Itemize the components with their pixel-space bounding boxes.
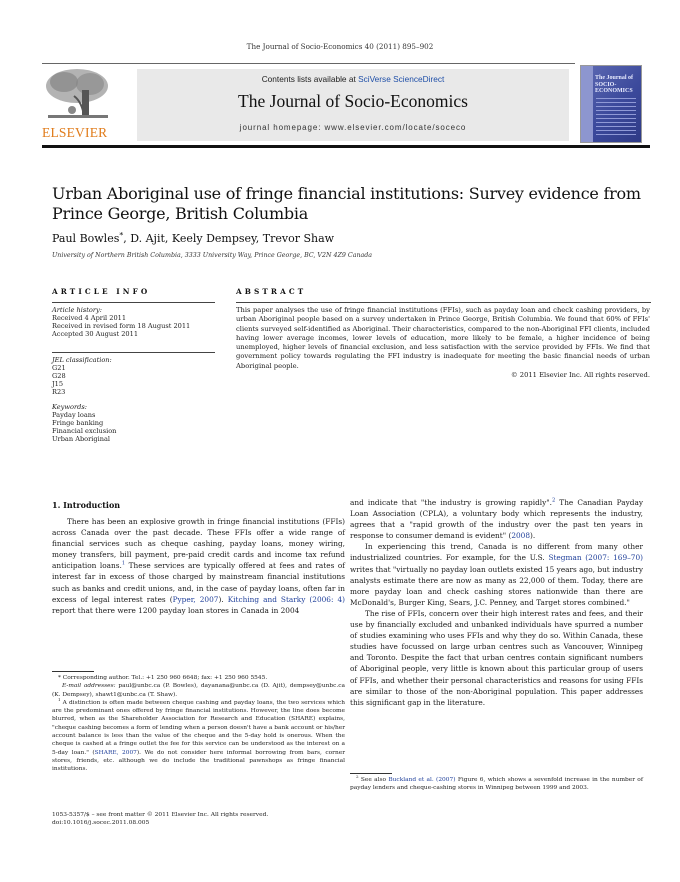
article-info-heading: ARTICLE INFO (52, 287, 151, 296)
jel-code: J15 (52, 380, 64, 389)
text: ). We do not consider here informal borrowing from bars, corner stores, friends, etc. although we do include the traditional pawnshops as fringe financial institutions. (52, 749, 345, 773)
keywords-label: Keywords: (52, 403, 87, 411)
footnote-2 (350, 776, 643, 793)
cover-lines (596, 98, 636, 138)
footnotes-right (350, 776, 643, 793)
homepage-prefix: journal homepage: (239, 123, 325, 132)
text: These services are typically offered at fees and rates of interest far in excess of those charged by mainstream financial institutions such as banks and credit unions, and, in the case of payday loans, often far in excess of legal interest rates ( (52, 561, 345, 604)
paragraph (52, 516, 345, 616)
text: The Canadian Payday Loan Association (CPLA), a voluntary body which represents the industry, agrees that a "rapid growth of the industry over the past ten years in response to consumer demand is evident" ( (350, 498, 643, 541)
text: ). (218, 594, 228, 604)
text: and indicate that "the industry is growing rapidly". (350, 498, 552, 507)
email-label: E-mail addresses: (62, 683, 119, 690)
author-name[interactable]: Paul Bowles (52, 232, 120, 245)
footnote-number: 1 (58, 696, 61, 702)
affiliation: University of Northern British Columbia, 3333 University Way, Prince George, BC, V2N 4Z9 Canada (52, 252, 373, 259)
footnote-number: 2 (356, 774, 359, 780)
jel-label: JEL classification: (52, 356, 112, 364)
footnote-ref-1[interactable]: 1 (121, 560, 126, 567)
keyword: Financial exclusion (52, 427, 117, 436)
citation-link[interactable]: Pyper, 2007 (172, 594, 219, 604)
citation-link[interactable]: SHARE, 2007 (94, 749, 137, 756)
paragraph (350, 497, 643, 541)
sciencedirect-link[interactable]: SciVerse ScienceDirect (358, 74, 445, 84)
contents-line (137, 74, 569, 84)
jel-code: R23 (52, 388, 66, 397)
text: A distinction is often made between cheque cashing and payday loans, the two services which are the predominant ones offered by fringe financial institutions. However, the line does become blurred, when as the Shareholder Association for Research and Education (SHARE) explains, "cheque cashing becomes a form of lending when a person doesn't have a bank account or his/her account balance is less than the value of the cheque and the 5-day hold is onerous. When the cheque is cashed at a fringe outlet the fee for this service can be understood as the interest on a 5-day loan." ( (52, 699, 345, 756)
accepted-date: Accepted 30 August 2011 (52, 330, 139, 339)
intro-left-column (52, 516, 345, 616)
jel-code: G28 (52, 372, 66, 381)
paragraph: The rise of FFIs, concern over their high interest rates and fees, and their use by financially excluded and unbanked individuals have spurred a number of studies examining who uses FFIs and why they do so. Within Canada, these studies have focussed on large urban centres such as Vancouver, Winnipeg and Toronto. Despite the fact that urban centres contain significant numbers of Aboriginal people, very little is known about this particular group of users of FFIs, and whether their personal characteristics and reasons for using FFIs are similar to those of the non-Aboriginal population. This paper addresses this significant gap in the literature. (350, 608, 643, 707)
front-matter (52, 811, 268, 828)
jel-classification (52, 356, 227, 396)
citation-link[interactable]: 2008 (511, 531, 531, 541)
history-label: Article history: (52, 306, 102, 314)
keywords (52, 403, 227, 443)
contents-prefix: Contents lists available at (261, 74, 359, 84)
article-history (52, 306, 227, 338)
received-date: Received 4 April 2011 (52, 314, 127, 323)
text: report that there were 1200 payday loan stores in Canada in 2004 (52, 605, 300, 615)
keyword: Payday loans (52, 411, 96, 420)
jel-code: G21 (52, 364, 66, 373)
homepage-link[interactable]: www.elsevier.com/locate/soceco (324, 123, 467, 132)
text: In experiencing this trend, Canada is no different from many other industrialized countries. For example, for the U.S. (350, 542, 643, 563)
section-heading-introduction: 1. Introduction (52, 500, 121, 510)
cover-strip (581, 66, 593, 142)
footnote-1 (52, 696, 345, 774)
elsevier-logo[interactable] (42, 66, 112, 142)
citation-link[interactable]: Buckland et al. (2007) (388, 777, 456, 783)
author-names-rest: , D. Ajit, Keely Dempsey, Trevor Shaw (123, 232, 335, 245)
text: There has been an explosive growth in fringe financial institutions (FFIs) across Canada over the past decade. These FFIs offer a wide range of financial services such as cheque cashing, payday loans, money wiring, money transfers, bill payment, pre-paid credit cards and income tax refund anticipation loans. (52, 517, 345, 571)
email-addresses[interactable]: paul@unbc.ca (P. Bowles), dayanana@unbc.ca (D. Ajit), dempsey@unbc.ca (K. Dempsey), shawt1@unbc.ca (T. Shaw). (52, 683, 345, 698)
abstract-heading: ABSTRACT (236, 287, 307, 296)
doi-link[interactable]: doi:10.1016/j.socec.2011.08.005 (52, 820, 150, 827)
article-info-rule (52, 302, 215, 303)
email-note (52, 682, 345, 699)
text: Figure 6, which shows a sevenfold increase in the number of payday lenders and cheque-cashing stores in Winnipeg between 1999 and 2003. (350, 777, 643, 792)
text: See also (358, 777, 389, 783)
text: ). (530, 531, 536, 541)
journal-header-box (137, 69, 569, 141)
article-title: Urban Aboriginal use of fringe financial institutions: Survey evidence from Prince George, British Columbia (52, 184, 641, 223)
abstract-text: This paper analyses the use of fringe financial institutions (FFIs), such as payday loan and check cashing providers, by urban Aboriginal people based on a survey undertaken in Prince George, British Columbia. We found that 60% of FFIs' clients surveyed self-identified as Aboriginal. Their characteristics, compared to the non-Aboriginal FFI clients, included having lower average incomes, lower levels of education, more likely to be female, a higher incidence of being unemployed, higher levels of financial exclusion, and less satisfaction with the service provided by FFIs. We find that government policy towards regulating the FFI industry is inadequate for meeting the basic financial needs of urban Aboriginal people. (236, 306, 650, 370)
footnote-rule (52, 671, 94, 672)
corresponding-author-note: * Corresponding author. Tel.: +1 250 960 6648; fax: +1 250 960 5545. (58, 675, 268, 681)
cover-title: The Journal of SOCIO-ECONOMICS (595, 75, 634, 94)
abstract-body (236, 306, 650, 380)
keyword: Urban Aboriginal (52, 435, 111, 444)
issn-line: 1053-5357/$ – see front matter © 2011 Elsevier Inc. All rights reserved. (52, 812, 269, 818)
citation-link[interactable]: Stegman (2007: 169–70) (548, 553, 643, 563)
journal-title: The Journal of Socio-Economics (238, 91, 468, 111)
journal-homepage (137, 123, 569, 132)
corresponding-mark[interactable]: * (119, 230, 124, 240)
citation-link[interactable]: Kitching and Starky (2006: 4) (227, 594, 345, 604)
abstract-rule (236, 302, 651, 303)
tree-icon (44, 66, 110, 120)
author-list (52, 232, 334, 245)
article-info-rule-2 (52, 352, 215, 353)
revised-date: Received in revised form 18 August 2011 (52, 322, 191, 331)
publisher-name: ELSEVIER (42, 125, 108, 140)
footnote-ref-2[interactable]: 2 (552, 497, 556, 504)
paragraph (350, 541, 643, 608)
header-bottom-rule (42, 145, 650, 148)
footnotes-left (52, 674, 345, 774)
abstract-copyright: © 2011 Elsevier Inc. All rights reserved. (510, 371, 650, 380)
text: writes that "virtually no payday loan outlets existed 15 years ago, but industry analysts estimate there are now as many as 22,000 of them. Today, there are more payday loan and check cashing stores nationwide than there are McDonald's, Burger King, Sears, J.C. Penney, and Target stores combined." (350, 564, 643, 607)
journal-citation: The Journal of Socio-Economics 40 (2011) 895–902 (246, 42, 434, 51)
intro-right-column (350, 497, 643, 708)
header-top-rule (42, 63, 575, 64)
journal-cover-image[interactable] (580, 65, 642, 143)
keyword: Fringe banking (52, 419, 104, 428)
